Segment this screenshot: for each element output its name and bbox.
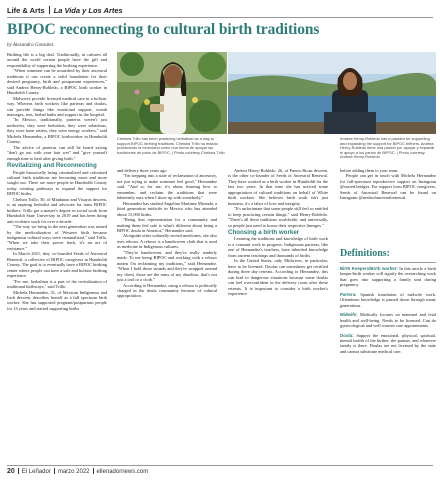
- paragraph: Michela Hernandez, 31, of Mexican Indigenous and Irish descent, describes herself as a full spectrum birth worker. She has supported pregnant/postpartum people for 13 years and started supporting births: [7, 289, 107, 311]
- issue-date: marzo 2022: [57, 469, 90, 475]
- definition-item: [340, 333, 436, 355]
- article-column-3: [228, 168, 328, 296]
- photo-caption-1: Chelsea Trillo has been practicing herbalism as a way to support BIPOC birthing traditions. Chelsea Trillo ha estado practicando la herbolaria como una forma de apoyar las tradiciones de parto de BIPOC. | Photo courtesy Chelsea Trillo: [117, 136, 225, 155]
- article-column-4: [340, 168, 436, 201]
- definitions-heading: Definitions:: [340, 248, 390, 259]
- page-footer: [7, 468, 148, 475]
- definition-term: Partera:: [340, 291, 357, 297]
- footer-rule: [7, 465, 433, 466]
- paragraph: "The way we bring in the next generation was ruined by the medicalization of Western birth because indigenous cultural ways were criminalized," said Trillo. "When we take their power back, it's an act of resistance.": [7, 224, 107, 251]
- paragraph: In the United States, only Midwives, in particular, have to be licensed. Doulas can sometimes get certified during three day retreats. According to Hernandez, this can lead to dangerous situations because some doulas can feel overconfident in the delivery room after these retreats. It is important to consider a birth worker's experience: [228, 258, 328, 297]
- subheading: Revitalizing and Reconnecting: [7, 162, 97, 170]
- subheading: Choosing a birth worker: [228, 228, 300, 236]
- page-number: 20: [7, 468, 15, 475]
- photo-andrea-henry-robledo: [228, 52, 436, 134]
- article-column-2: [117, 168, 217, 299]
- paragraph: According to Hernandez, using a rebozo is politically charged in the doula community because of cultural appropriation.: [117, 282, 217, 299]
- section-header: [7, 6, 123, 15]
- definition-item: [340, 266, 436, 288]
- photo-chelsea-trillo: [117, 52, 227, 134]
- publication-name: El Leñador: [21, 469, 51, 475]
- paragraph: Chelsea Trillo, 30, of Mindanao and Visayas descent, is an aspiring herbalist and advocate for trans BIPOC birthers. Trillo got a master's degree in social work from Humboldt State University in 2019 and has been doing anti-violence work for over a decade.: [7, 196, 107, 224]
- paragraph: "They're handwoven, and they're really tenderly made. To me being BIPOC and working with a rebozo means I'm reclaiming my traditions," said Hernandez. "When I hold those strands and they're wrapped around my client, those are the arms of my abuelitas, that's not just a tool or a cloth.": [117, 249, 217, 283]
- website-link[interactable]: ellenadornews.com: [96, 469, 149, 475]
- definition-term: Doula:: [340, 332, 354, 338]
- lakeside-portrait-image: [228, 52, 436, 134]
- paragraph: Midwives provide licensed medical care in a holistic way. Whereas birth workers like parteras and doulas, can provide things like emotional support, womb massages, teas, herbal baths and support in the hospital.: [7, 95, 107, 117]
- definition-item: [340, 312, 436, 328]
- definition-text: Medically focuses on maternal and fetal health and well-being. Needs to be licensed. Can do gynecological and well women care appointments.: [340, 312, 436, 329]
- paragraph: "I'm stepping into a state of reclamation of ancestory, not just trying to make someone feel good," Hernandez said. "And so for me, it's about learning how to remember, and reclaim the traditions that were inherently ours when I show up with somebody.": [117, 173, 217, 201]
- footer-divider: [54, 468, 55, 474]
- paragraph: In March 2021, they co-founded Seeds of Ancestral Renewal, a collective of BIPOC caregivers in Humboldt County. The goal is to eventually have a BIPOC birthing center where people can have a safe and holistic birthing experience.: [7, 251, 107, 279]
- paragraph: and delivery three years ago.: [117, 168, 168, 173]
- paragraph: Hernandez has studied Angelina Martinez Miranda, a third generation midwife in Mexico who has attended about 15,000 births.: [117, 200, 217, 217]
- definition-text: In this article a birth keeper/birth worker will signify the overarching work that goes into supporting a family unit during pregnancy.: [340, 266, 436, 288]
- definition-term: Midwife:: [340, 312, 358, 318]
- photo-caption-2: Andrea Henry-Robledo has a passion for supporting and expanding the support for BIPOC birthers. Andrea Henry-Robledo tiene una pasión por apoyar y expandir el apoyo a los partos de BIPOC. | Photo courtesy Andrea Henry-Robledo: [340, 136, 435, 160]
- definition-text: Spanish translation of midwife work. Oftentimes knowledge is passed down through many generations.: [340, 291, 436, 308]
- paragraph: "Being that representation for a community and making them feel safe is what's different about being a BIPOC doula in America," Hernandez said.: [117, 217, 217, 233]
- paragraph: "When someone can be nourished by their ancestral traditions it can create a solid foundation for their desired pregnancy, birth and postpartum experiences," said Andrea Henry-Robledo, a BIPOC birth worker in Humboldt County.: [7, 68, 107, 96]
- byline: by Alexandra Gonzalez: [7, 43, 54, 48]
- paragraph: Andrea Henry-Robledo, 26, of Puerto Rican descent, is the other co-founder of Seeds of Ancestral Renewal. They have worked as a birth worker in Humboldt for the last two years. In that time she has noticed some appropriation of cultural traditions on behalf of White birth workers. She believes birth work isn't just business, it's a labor of love and integrity.: [228, 168, 328, 206]
- paragraph: People historically being criminalized and colonized cultural birth traditions are becoming more and more sought out. There are more people in Humboldt County today creating pathways to expand the support for BIPOC births.: [7, 169, 107, 197]
- paragraph: before adding them to your team.: [340, 168, 399, 173]
- definition-text: Support the emotional, physical, spiritual, mental health of the birther, the partner, and whatever family is there. Doulas are not licensed by the state and cannot substitute medical care.: [340, 332, 436, 354]
- paragraph: Learning the traditions and knowledge of birth work is a constant work in progress. Indigenous parteras, like one of Hernandez's teachers, have inherited knowledge from ancient teachings and thousands of births.: [228, 236, 328, 258]
- paragraph: People can get in touch with Michela Hernandez for full-spectrum reproductive support on Instagram @sacred.bridges. For support from BIPOC caregivers, Seeds of Ancestral Renewal can be found on Instagram @seedsofancestralrenewal.: [340, 173, 436, 201]
- section-name-spanish: La Vida y Los Artes: [53, 6, 123, 15]
- paragraph: The advice of parteras can still be heard saying "don't go out with your hair wet" and "give yourself enough time to heal after giving birth.": [7, 144, 107, 161]
- footer-divider: [93, 468, 94, 474]
- paragraph: Alongside other culturally-rooted medicines, she also uses rebozo. A rebozo is a handwoven cloth that is used as medicine in Indigenous cultures.: [117, 233, 217, 250]
- paragraph: "In Mexico, traditionally, parteras weren't just midwives, they were herbalists, they were sobadoras, they were bone setters, they were energy workers," said Michela Hernandez, a BIPOC birthworker in Humboldt County.: [7, 117, 107, 145]
- top-rule: [7, 17, 433, 18]
- footer-divider: [18, 468, 19, 474]
- paragraph: "For me, herbalism is a part of the revitalization of traditional birthways," said Trillo.: [7, 278, 107, 290]
- definition-item: [340, 292, 436, 308]
- definitions-rule: [340, 262, 436, 263]
- garden-portrait-image: [117, 52, 227, 134]
- definition-term: Birth Keepers/Birth worker:: [340, 266, 398, 271]
- definitions-list: [340, 266, 436, 358]
- article-column-1: [7, 52, 107, 311]
- header-divider: [49, 6, 50, 14]
- paragraph: "It's unfortunate that some people still feel so entitled to keep practicing certain things," said Henry-Robledo. "There's all these traditions worldwide, and universally, so people just need to honor their respective lineages.": [228, 206, 328, 228]
- section-name: Life & Arts: [7, 6, 45, 15]
- article-title: BIPOC reconnecting to cultural birth traditions: [7, 21, 320, 38]
- paragraph: Birthing life is a big deal. Traditionally, in cultures all around the world certain people have the gift and responsibility of supporting the birthing experience.: [7, 52, 107, 68]
